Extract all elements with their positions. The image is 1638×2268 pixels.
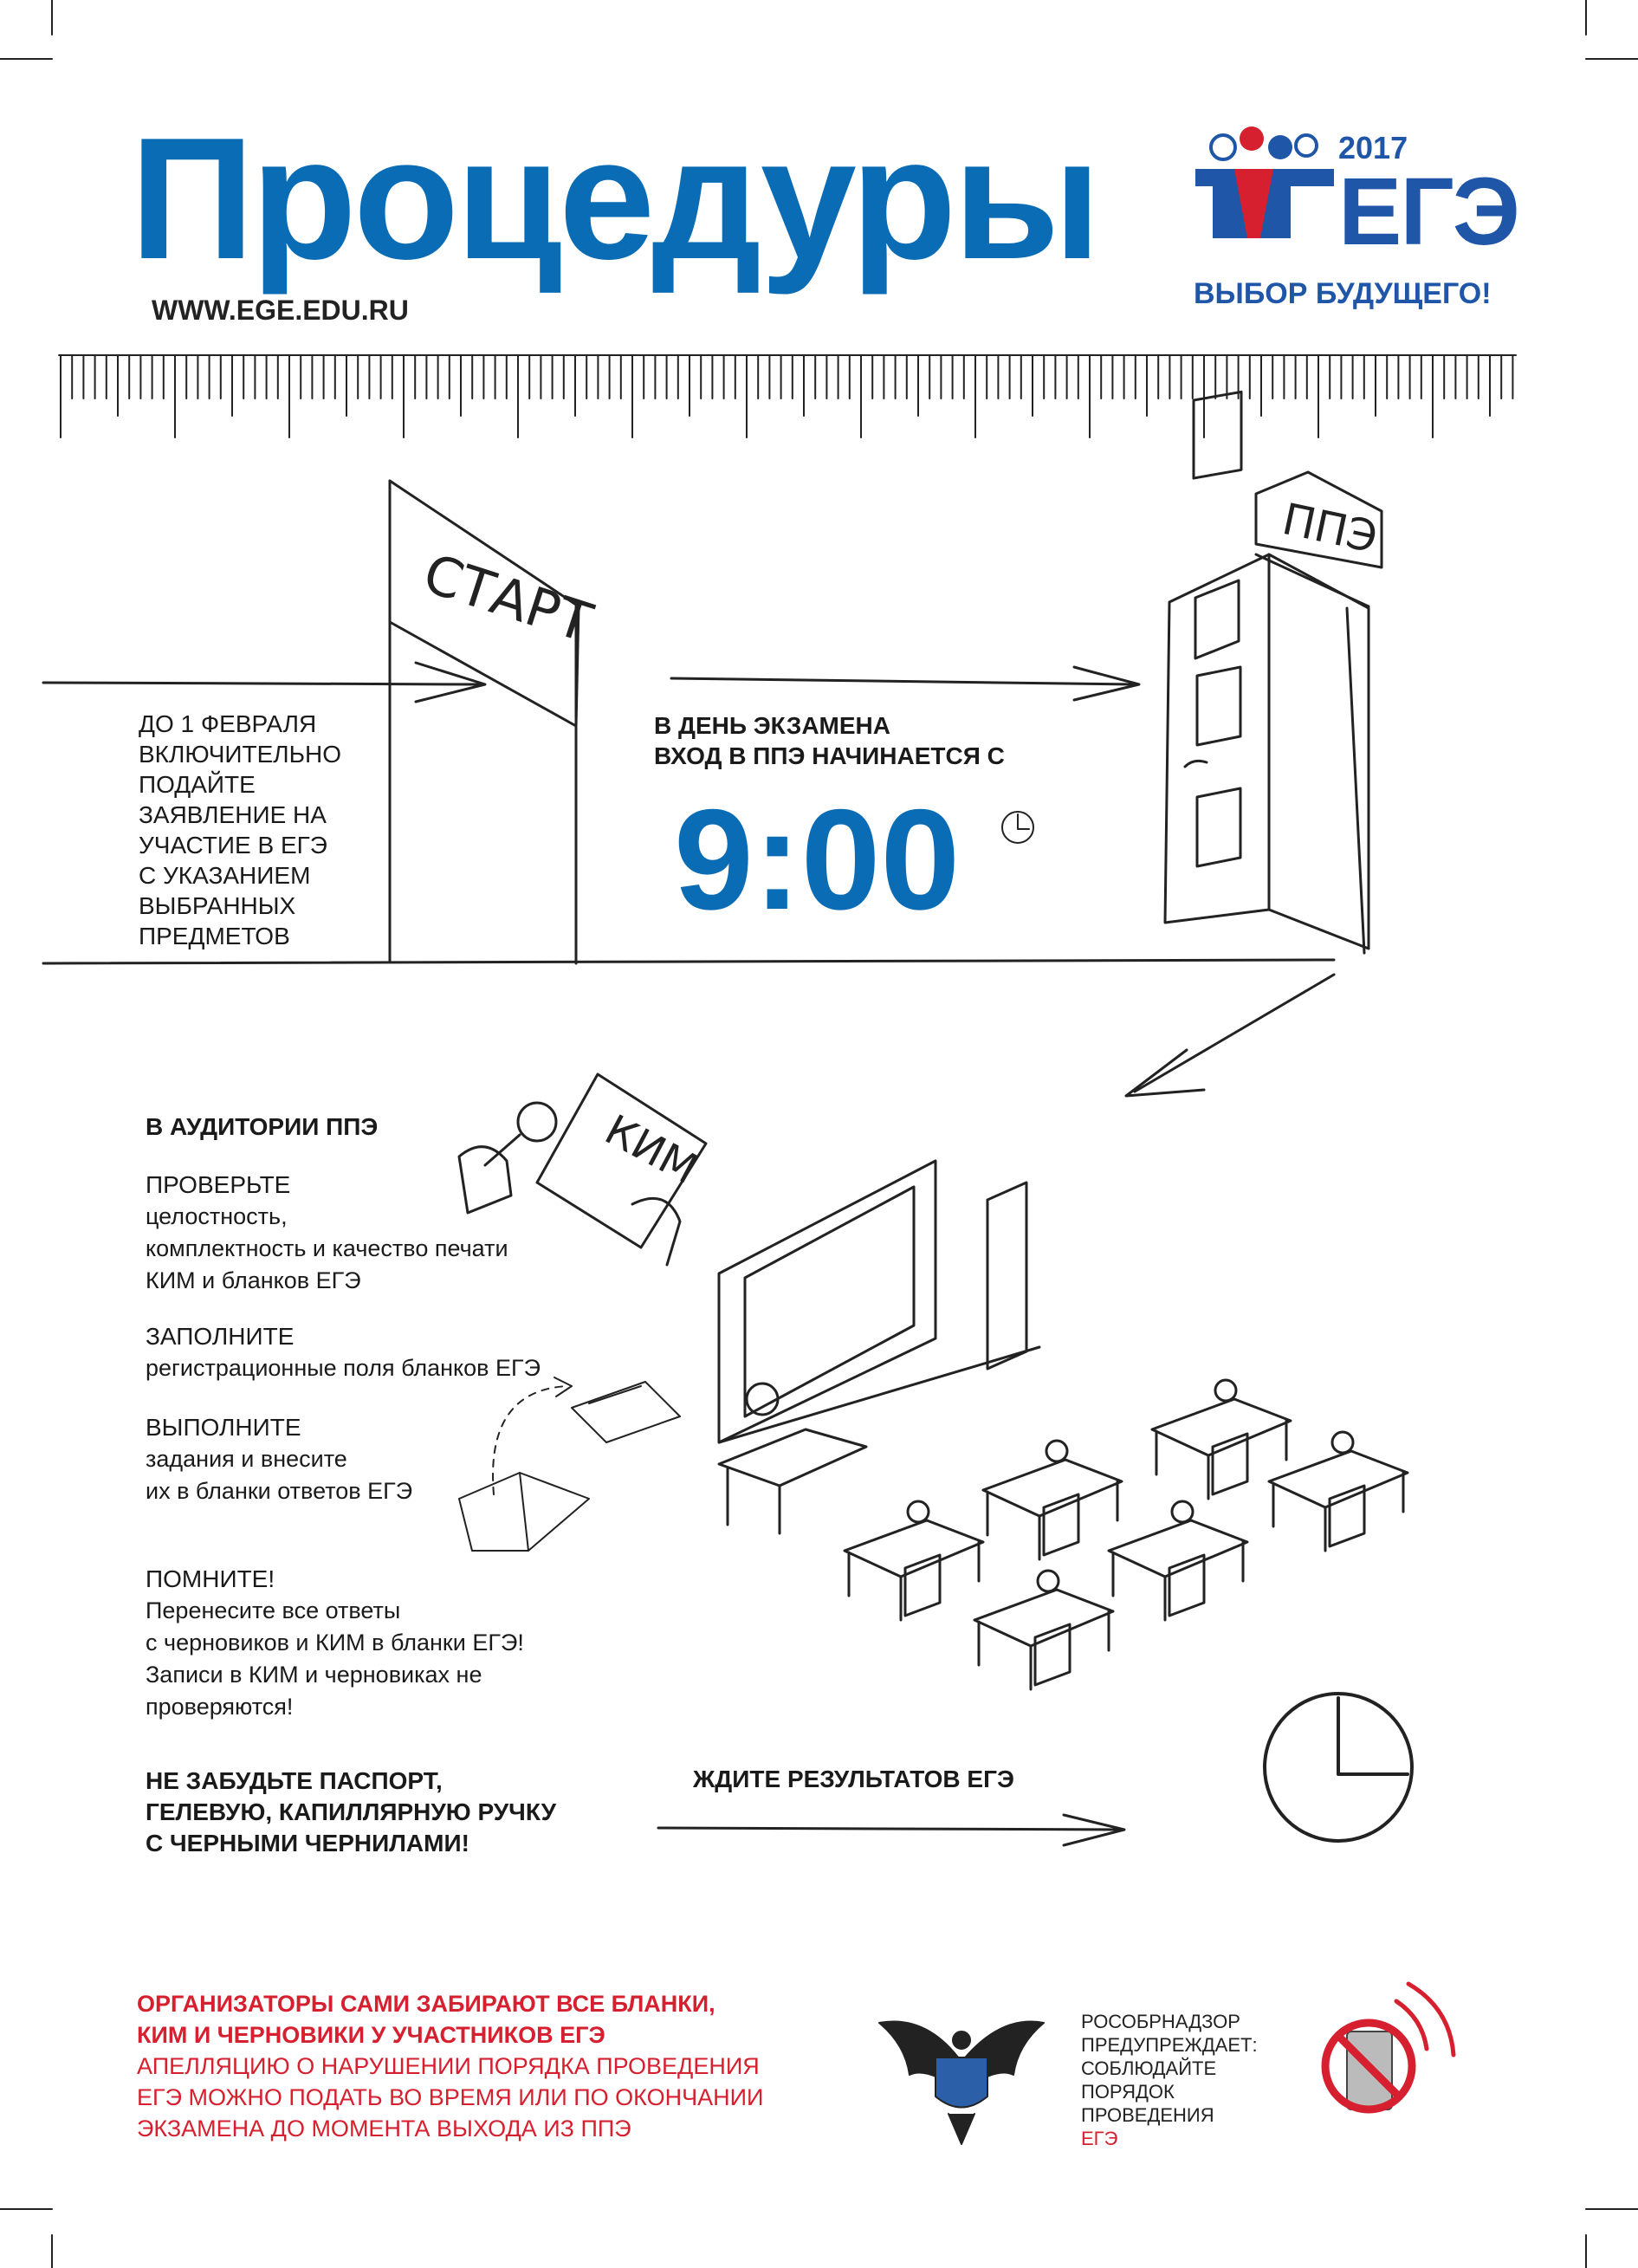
results-note: ЖДИТЕ РЕЗУЛЬТАТОВ ЕГЭ <box>693 1766 1014 1792</box>
start-line: ЗАЯВЛЕНИЕ НА <box>139 801 327 828</box>
ppe-sign: ППЭ <box>1278 494 1382 563</box>
remember-section: ПОМНИТЕ! Перенесите все ответы с черновиков и КИМ в бланки ЕГЭ! Записи в КИМ и черновиках не проверяются! <box>146 1565 524 1720</box>
start-line: УЧАСТИЕ В ЕГЭ <box>139 832 327 859</box>
passport-note: НЕ ЗАБУДЬТЕ ПАСПОРТ, ГЕЛЕВУЮ, КАПИЛЛЯРНУЮ РУЧКУ С ЧЕРНЫМИ ЧЕРНИЛАМИ! <box>146 1767 557 1857</box>
footer-alert: ОРГАНИЗАТОРЫ САМИ ЗАБИРАЮТ ВСЕ БЛАНКИ, КИМ И ЧЕРНОВИКИ У УЧАСТНИКОВ ЕГЭ АПЕЛЛЯЦИЮ О НАРУШЕНИИ ПОРЯДКА ПРОВЕДЕНИЯ ЕГЭ МОЖНО ПОДАТЬ ВО ВРЕМЯ ИЛИ ПО ОКОНЧАНИИ ЭКЗАМЕНА ДО МОМЕНТА ВЫХОДА ИЗ ППЭ <box>137 1991 764 2142</box>
entry-line: ВХОД В ППЭ НАЧИНАЕТСЯ С <box>654 742 1005 769</box>
start-line: ВКЛЮЧИТЕЛЬНО <box>139 741 342 768</box>
fill-section: ЗАПОЛНИТЕ регистрационные поля бланков ЕГЭ <box>146 1323 541 1381</box>
start-line: С УКАЗАНИЕМ <box>139 862 311 889</box>
site-url[interactable]: WWW.EGE.EDU.RU <box>152 295 409 326</box>
classroom-drawing <box>719 1161 1408 1689</box>
blank-form-drawing <box>459 1377 680 1551</box>
start-line: ПРЕДМЕТОВ <box>139 923 290 949</box>
entry-line: В ДЕНЬ ЭКЗАМЕНА <box>654 712 890 739</box>
start-sign: СТАРТ <box>416 541 600 655</box>
eagle-emblem-icon <box>879 2021 1044 2144</box>
footer-warning: РОСОБРНАДЗОР ПРЕДУПРЕЖДАЕТ: СОБЛЮДАЙТЕ ПОРЯДОК ПРОВЕДЕНИЯ ЕГЭ <box>1081 2011 1258 2149</box>
logo-word: ЕГЭ <box>1338 159 1518 265</box>
start-line: ДО 1 ФЕВРАЛЯ <box>139 710 317 737</box>
entry-time: 9:00 <box>674 780 961 939</box>
logo-year: 2017 <box>1338 130 1408 165</box>
entry-step-text <box>654 710 1005 771</box>
start-step-text <box>139 709 341 951</box>
start-line: ПОДАЙТЕ <box>139 771 256 798</box>
start-line: ВЫБРАННЫХ <box>139 892 296 919</box>
big-clock-icon <box>1265 1694 1412 1841</box>
logo-slogan: ВЫБОР БУДУЩЕГО! <box>1194 277 1492 310</box>
ruler-icon <box>59 355 1516 437</box>
clock-icon <box>1002 812 1033 843</box>
no-phone-icon <box>1325 1984 1453 2109</box>
do-section: ВЫПОЛНИТЕ задания и внесите их в бланки ответов ЕГЭ <box>146 1414 413 1504</box>
page-title: Процедуры <box>130 102 1098 295</box>
check-section: ПРОВЕРЬТЕ целостность, комплектность и качество печати КИМ и бланков ЕГЭ <box>146 1171 508 1293</box>
ege-logo-figures <box>1195 126 1334 238</box>
kim-sign: КИМ <box>597 1105 706 1194</box>
door-icon <box>1165 392 1382 953</box>
classroom-heading: В АУДИТОРИИ ППЭ <box>146 1113 379 1140</box>
